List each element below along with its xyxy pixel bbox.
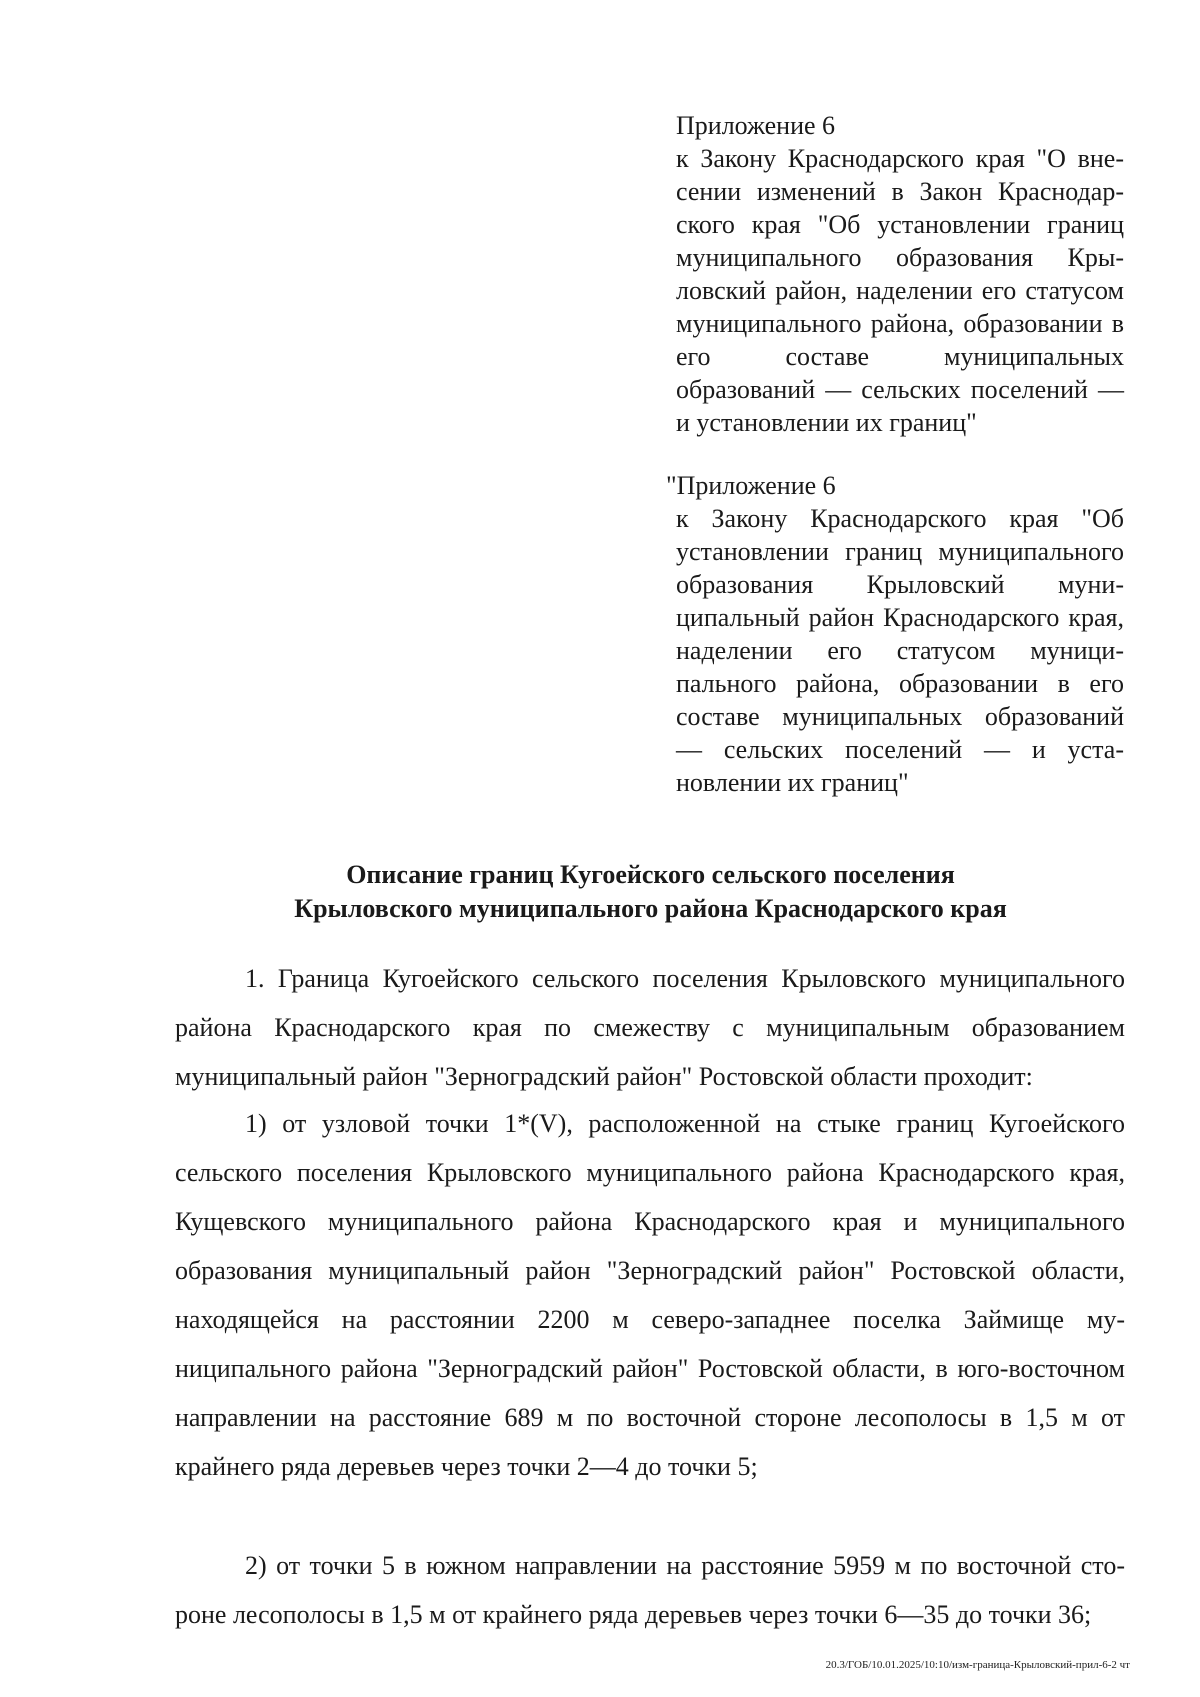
annex-original-body: к Закону Краснодарского края "Об установлении границ муниципального образования Крыловский муниципальный район Краснодарского края, наделении его статусом муниципального района, образовании в его составе муниципальных образований — сельских поселений — и установлении их границ" xyxy=(676,504,1124,797)
document-title xyxy=(173,858,1128,926)
footer-reference: 20.3/ГОБ/10.01.2025/10:10/изм-граница-Крыловский-прил-6-2 чт xyxy=(825,1659,1130,1671)
paragraph-2: 1) от узловой точки 1*(V), расположенной на стыке границ Кугоейского сельского поселения Крыловского муниципального района Краснодарского края, Кущевского муниципального района Краснодарского края и муниципального образования муниципальный район "Зерноградский район" Ростовской области, находящейся на расстоянии 2200 м северо-западнее поселка Займище муниципального района "Зерноградский район" Ростовской области, в юго-восточном направлении на расстояние 689 м по восточной стороне лесополосы в 1,5 м от крайнего ряда деревьев через точки 2—4 до точки 5; xyxy=(175,1109,1125,1481)
annex-original-block xyxy=(666,469,1124,799)
annex-original-heading: "Приложение 6 xyxy=(666,471,836,500)
annex-current-block xyxy=(676,109,1124,439)
annex-current-body: к Закону Краснодарского края "О внесении изменений в Закон Краснодарского края "Об установлении границ муниципального образования Крыловский район, наделении его статусом муниципального района, образовании в его составе муниципальных образований — сельских поселений — и установлении их границ" xyxy=(676,144,1124,437)
paragraph-1: 1. Граница Кугоейского сельского поселения Крыловского муниципального района Краснодарского края по смежеству с муниципальным образованием муниципальный район "Зерноградский район" Ростовской области проходит: xyxy=(175,964,1125,1091)
paragraph-3: 2) от точки 5 в южном направлении на расстояние 5959 м по восточной стороне лесополосы в 1,5 м от крайнего ряда деревьев через точки 6—35 до точки 36; xyxy=(175,1551,1125,1629)
annex-current-heading: Приложение 6 xyxy=(676,111,836,140)
title-line-1: Описание границ Кугоейского сельского поселения xyxy=(346,860,955,889)
title-line-2: Крыловского муниципального района Краснодарского края xyxy=(294,894,1007,923)
